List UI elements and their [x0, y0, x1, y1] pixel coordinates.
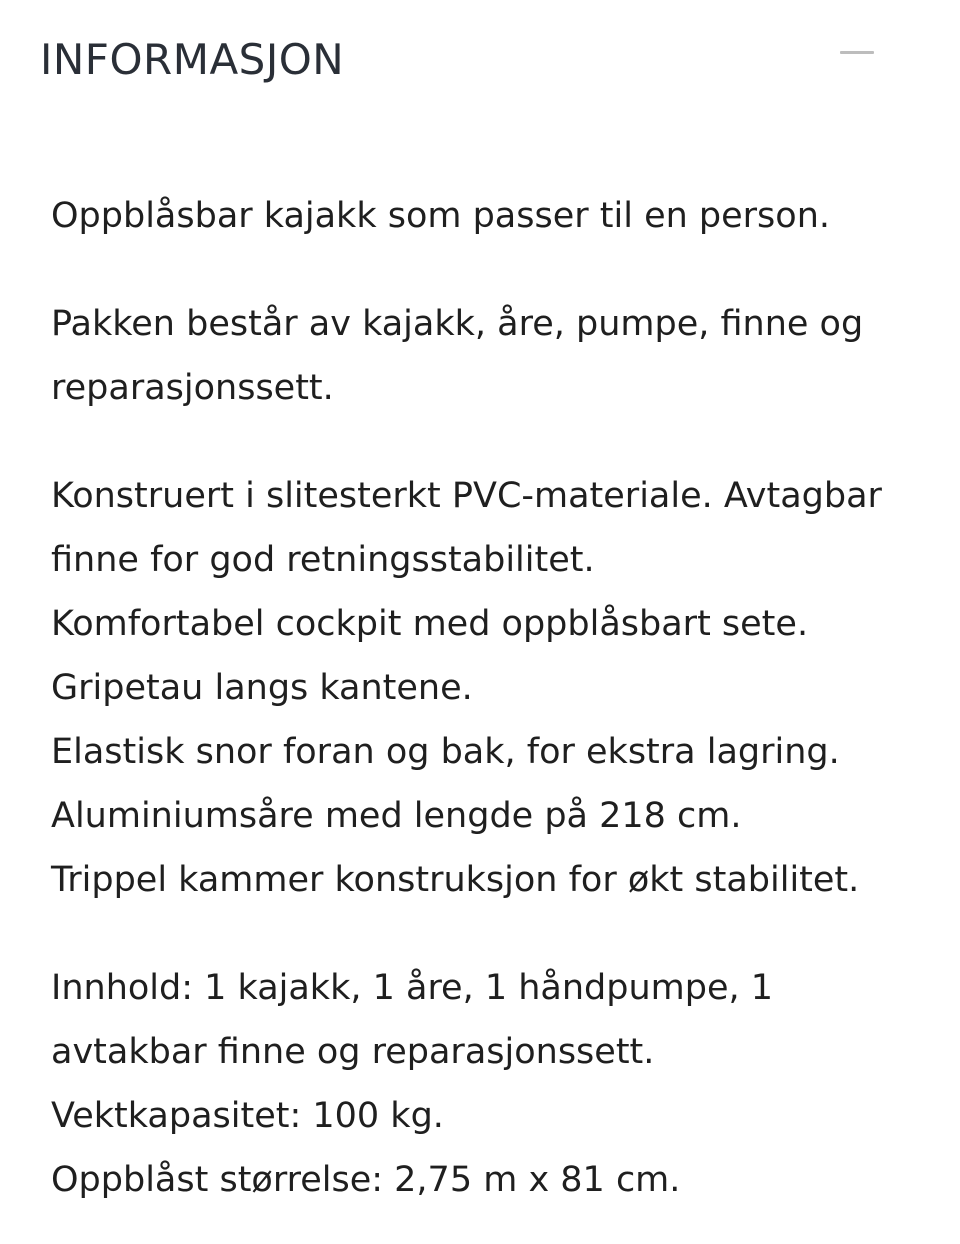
text-line: Elastisk snor foran og bak, for ekstra lagring. — [51, 732, 840, 772]
text-line: Innhold: 1 kajakk, 1 åre, 1 håndpumpe, 1 — [51, 968, 774, 1008]
description-paragraph — [51, 184, 931, 248]
text-line: avtakbar finne og reparasjonssett. — [51, 1032, 655, 1072]
contents-paragraph — [51, 956, 931, 1212]
collapse-button[interactable] — [832, 32, 884, 74]
product-description — [51, 184, 931, 1212]
text-line: Aluminiumsåre med lengde på 218 cm. — [51, 796, 742, 836]
text-line: Oppblåsbar kajakk som passer til en person. — [51, 196, 831, 236]
text-line: finne for god retningsstabilitet. — [51, 540, 595, 580]
text-line: Konstruert i slitesterkt PVC-materiale. Avtagbar — [51, 476, 882, 516]
text-line: Vektkapasitet: 100 kg. — [51, 1096, 444, 1136]
text-line: Pakken består av kajakk, åre, pumpe, finne og — [51, 304, 864, 344]
description-paragraph — [51, 292, 931, 420]
minus-icon — [840, 51, 874, 54]
text-line: Trippel kammer konstruksjon for økt stabilitet. — [51, 860, 860, 900]
text-line: Gripetau langs kantene. — [51, 668, 473, 708]
text-line: reparasjonssett. — [51, 368, 334, 408]
text-line: Komfortabel cockpit med oppblåsbart sete. — [51, 604, 809, 644]
features-paragraph — [51, 464, 931, 912]
text-line: Oppblåst størrelse: 2,75 m x 81 cm. — [51, 1160, 681, 1200]
accordion-header[interactable] — [0, 0, 960, 120]
section-title: INFORMASJON — [40, 35, 345, 84]
